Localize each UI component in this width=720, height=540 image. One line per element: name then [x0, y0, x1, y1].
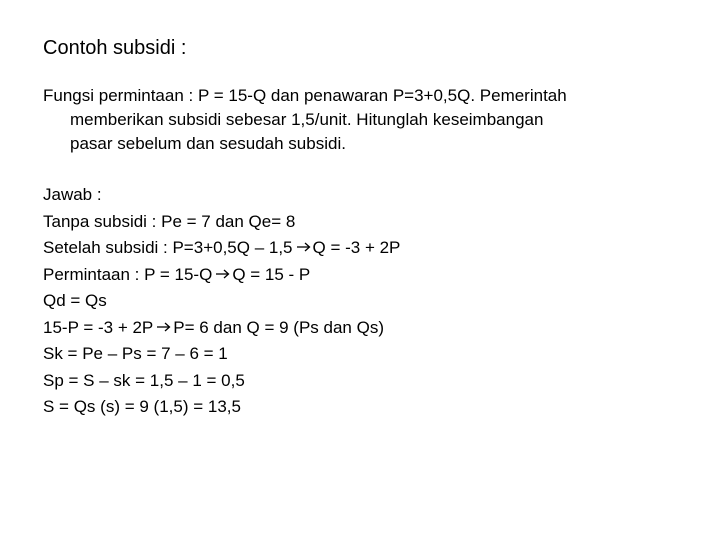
problem-line-3: pasar sebelum dan sesudah subsidi.	[70, 134, 346, 153]
answer-setelah-subsidi	[43, 235, 400, 262]
permintaan-right: Q = 15 - P	[232, 264, 311, 284]
solve-right: P= 6 dan Q = 9 (Ps dan Qs)	[173, 317, 384, 337]
right-arrow-icon	[297, 242, 311, 252]
answer-heading: Jawab :	[43, 185, 102, 204]
problem-line-1: Fungsi permintaan : P = 15-Q dan penawaran P=3+0,5Q. Pemerintah	[43, 86, 567, 105]
answer-permintaan	[43, 262, 400, 289]
problem-statement	[43, 84, 683, 156]
answer-tanpa-subsidi: Tanpa subsidi : Pe = 7 dan Qe= 8	[43, 211, 296, 231]
answer-sk: Sk = Pe – Ps = 7 – 6 = 1	[43, 344, 228, 363]
setelah-subsidi-right: Q = -3 + 2P	[312, 238, 401, 257]
solve-left: 15-P = -3 + 2P	[43, 317, 154, 337]
slide-title: Contoh subsidi :	[43, 37, 187, 59]
problem-line-2: memberikan subsidi sebesar 1,5/unit. Hitunglah keseimbangan	[70, 110, 544, 129]
right-arrow-icon	[157, 322, 171, 332]
answer-sp: Sp = S – sk = 1,5 – 1 = 0,5	[43, 370, 245, 390]
permintaan-left: Permintaan : P = 15-Q	[43, 264, 213, 284]
answer-solve	[43, 315, 400, 342]
answer-qd-qs: Qd = Qs	[43, 291, 107, 310]
answer-s-total: S = Qs (s) = 9 (1,5) = 13,5	[43, 397, 241, 416]
answer-block	[43, 182, 400, 421]
right-arrow-icon	[216, 269, 230, 279]
setelah-subsidi-left: Setelah subsidi : P=3+0,5Q – 1,5	[43, 238, 293, 257]
